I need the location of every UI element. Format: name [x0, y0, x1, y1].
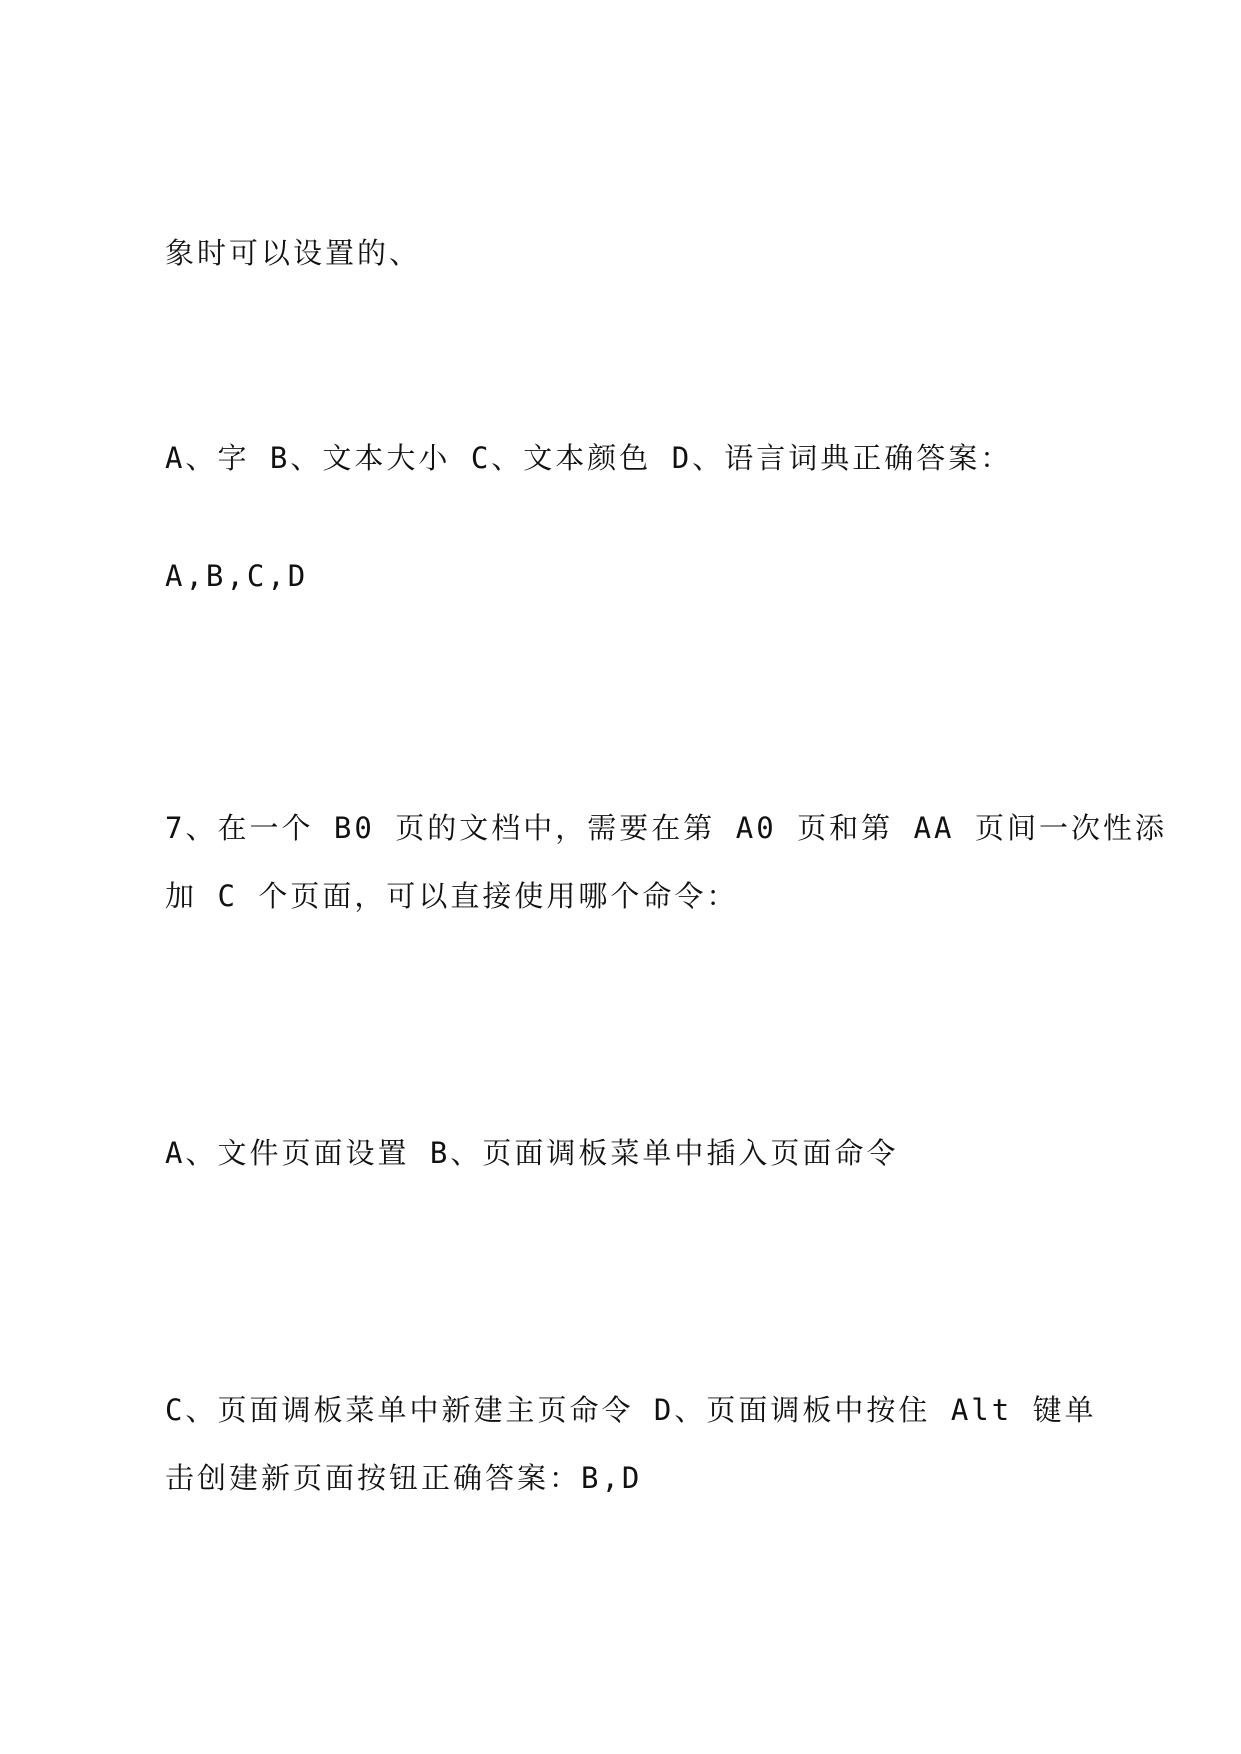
paragraph-4-line-1: A、文件页面设置 B、页面调板菜单中插入页面命令: [165, 1136, 899, 1170]
paragraph-5-line-1: C、页面调板菜单中新建主页命令 D、页面调板中按住 Alt 键单: [165, 1393, 1097, 1427]
paragraph-1-line-1: 象时可以设置的、: [165, 236, 422, 270]
paragraph-2-line-1: A、字 B、文本大小 C、文本颜色 D、语言词典正确答案：: [165, 441, 1013, 475]
paragraph-3-line-2: 加 C 个页面，可以直接使用哪个命令：: [165, 879, 739, 913]
paragraph-3-line-1: 7、在一个 B0 页的文档中，需要在第 A0 页和第 AA 页间一次性添: [165, 811, 1167, 845]
paragraph-2-line-2: A,B,C,D: [165, 559, 309, 593]
paragraph-5-line-2: 击创建新页面按钮正确答案：B,D: [165, 1461, 643, 1495]
